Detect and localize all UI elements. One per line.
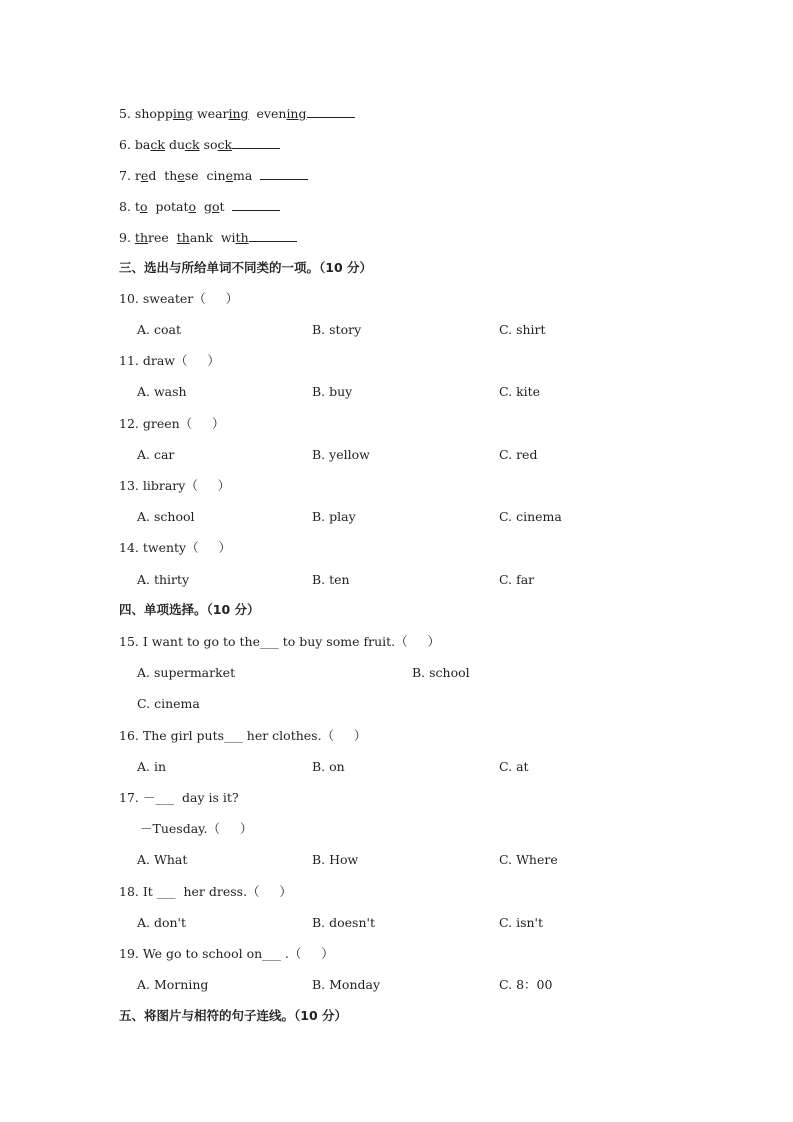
option-a: A. What [137, 852, 188, 867]
question-17: 17. －___ day is it? [119, 790, 239, 805]
question-17-reply: －Tuesday.（ ） [140, 821, 253, 836]
question-14: 14. twenty（ ） [119, 540, 231, 555]
option-b: B. story [312, 322, 362, 337]
option-c: C. red [499, 447, 538, 462]
option-a: A. don't [137, 915, 187, 930]
section-5-heading: 五、将图片与相符的句子连线。（10 分） [119, 1008, 347, 1023]
section-3-heading: 三、选出与所给单词不同类的一项。（10 分） [119, 260, 372, 275]
option-b: B. buy [312, 384, 353, 399]
option-b: B. doesn't [312, 915, 375, 930]
option-a: A. school [137, 509, 195, 524]
option-b: B. Monday [312, 977, 381, 992]
option-c: C. far [499, 572, 535, 587]
option-a: A. in [137, 759, 167, 774]
option-c: C. shirt [499, 322, 546, 337]
option-a: A. car [137, 447, 175, 462]
section-4-heading: 四、单项选择。（10 分） [119, 602, 260, 617]
option-a: A. supermarket [137, 665, 236, 680]
option-a: A. coat [137, 322, 181, 337]
phonics-line-6: 6. back duck sock [119, 136, 280, 153]
option-a: A. Morning [137, 977, 209, 992]
option-b: B. How [312, 852, 359, 867]
answer-blank[interactable] [249, 229, 297, 242]
answer-blank[interactable] [232, 198, 280, 211]
option-a: A. wash [137, 384, 187, 399]
option-b: B. play [312, 509, 356, 524]
option-a: A. thirty [137, 572, 190, 587]
question-11: 11. draw（ ） [119, 353, 220, 368]
option-c: C. cinema [137, 696, 200, 711]
question-12: 12. green（ ） [119, 416, 225, 431]
option-c: C. 8：00 [499, 977, 553, 992]
option-b: B. school [412, 665, 470, 680]
option-c: C. Where [499, 852, 558, 867]
answer-blank[interactable] [232, 136, 280, 149]
phonics-line-5: 5. shopping wearing evening [119, 105, 355, 122]
phonics-line-9: 9. three thank with [119, 229, 297, 246]
question-10: 10. sweater（ ） [119, 291, 239, 306]
question-16: 16. The girl puts___ her clothes.（ ） [119, 728, 367, 743]
option-c: C. kite [499, 384, 541, 399]
phonics-line-7: 7. red these cinema [119, 167, 308, 184]
answer-blank[interactable] [307, 105, 355, 118]
phonics-line-8: 8. to potato got [119, 198, 280, 215]
option-c: C. cinema [499, 509, 562, 524]
option-b: B. on [312, 759, 345, 774]
answer-blank[interactable] [260, 167, 308, 180]
option-c: C. at [499, 759, 529, 774]
option-c: C. isn't [499, 915, 543, 930]
question-15: 15. I want to go to the___ to buy some fruit.（ ） [119, 634, 440, 649]
question-13: 13. library（ ） [119, 478, 231, 493]
option-b: B. ten [312, 572, 350, 587]
question-18: 18. It ___ her dress.（ ） [119, 884, 292, 899]
option-b: B. yellow [312, 447, 370, 462]
question-19: 19. We go to school on___ .（ ） [119, 946, 334, 961]
